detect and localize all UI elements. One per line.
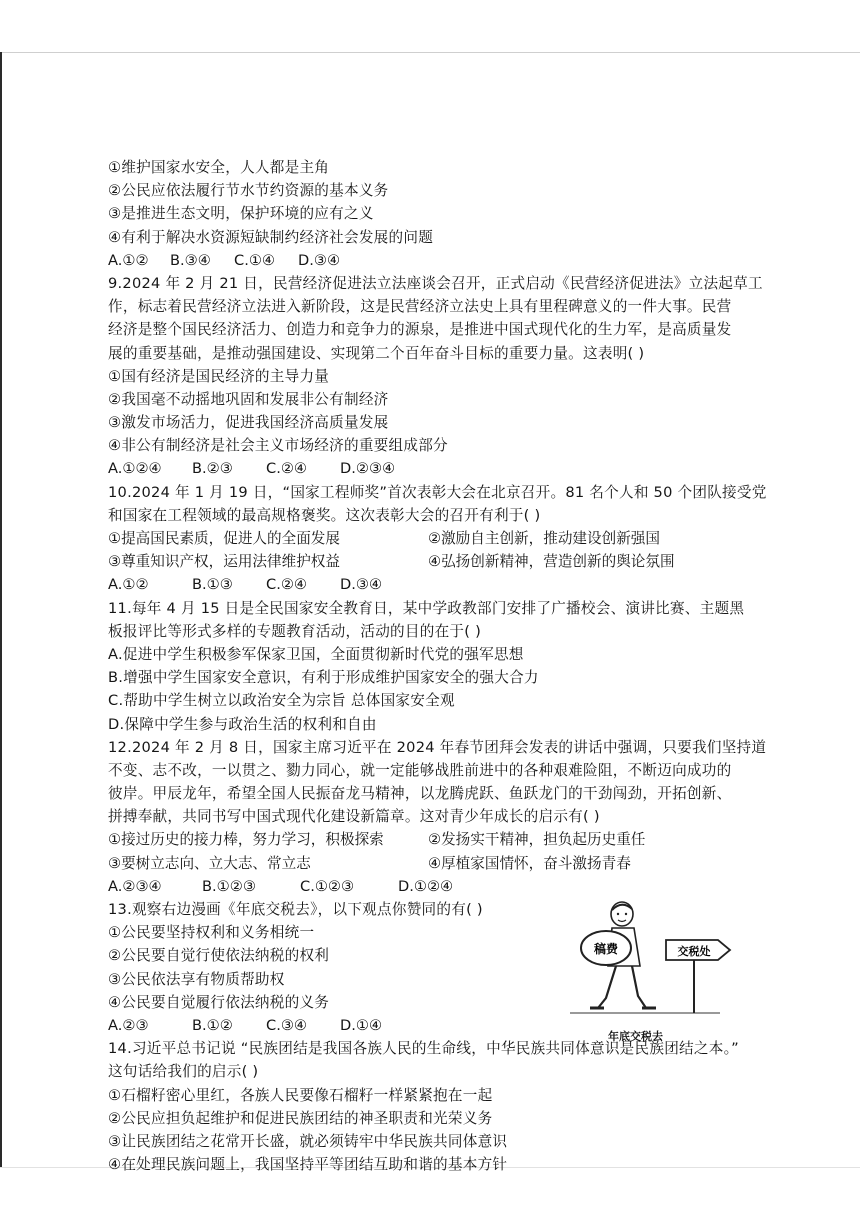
- q10-option-d: D.③④: [340, 576, 383, 594]
- q10-item-4: ④弘扬创新精神，营造创新的舆论氛围: [428, 553, 675, 571]
- q13-option-d: D.①④: [340, 1016, 383, 1034]
- q12-items-row-1: [108, 828, 758, 851]
- q9-item-4: ④非公有制经济是社会主义市场经济的重要组成部分: [108, 437, 448, 455]
- cartoon-caption: 年底交税去: [608, 1030, 663, 1043]
- q11-stem-line-1: 11.每年 4 月 15 日是全民国家安全教育日，某中学政教部门安排了广播校会、演讲比赛、主题黑: [108, 599, 745, 617]
- q11-choice-d: D.保障中学生参与政治生活的权利和自由: [108, 715, 377, 733]
- q9-option-b: B.②③: [192, 460, 233, 478]
- q13-item-1: ①公民要坚持权利和义务相统一: [108, 924, 315, 942]
- q12-stem-line-2: 不变、志不改，一以贯之、勠力同心，就一定能够战胜前进中的各种艰难险阻，不断迈向成功的: [108, 761, 732, 779]
- q10-items-row-2: [108, 550, 758, 573]
- cartoon-person-eye: [617, 913, 619, 915]
- q10-item-2: ②激励自主创新，推动建设创新强国: [428, 530, 660, 547]
- q13-option-c: C.③④: [266, 1016, 307, 1034]
- page-top-edge: [0, 52, 860, 53]
- q12-option-b: B.①②③: [202, 877, 256, 895]
- q8-item-1: ①维护国家水安全，人人都是主角: [108, 159, 330, 176]
- q10-items-row-1: [108, 527, 758, 550]
- question-8-continued: [108, 156, 758, 272]
- q9-item-3: ③激发市场活力，促进我国经济高质量发展: [108, 414, 389, 432]
- q14-item-3: ③让民族团结之花常开长盛，就必须铸牢中华民族共同体意识: [108, 1132, 508, 1150]
- q10-option-a: A.①②: [108, 576, 149, 594]
- question-10: [108, 481, 767, 597]
- q12-options: [108, 875, 758, 898]
- q12-option-d: D.①②④: [398, 877, 454, 895]
- q9-stem-line-1: 9.2024 年 2 月 21 日，民营经济促进法立法座谈会召开，正式启动《民营经济促进法》立法起草工: [108, 274, 763, 292]
- tax-cartoon-illustration: [570, 900, 740, 1020]
- q13-item-4: ④公民要自觉履行依法纳税的义务: [108, 993, 330, 1011]
- q12-item-4: ④厚植家国情怀，奋斗激扬青春: [428, 854, 631, 872]
- q9-stem-line-2: 作，标志着民营经济立法进入新阶段，这是民营经济立法史上具有里程碑意义的一件大事。民营: [108, 298, 732, 316]
- q11-stem-line-2: 板报评比等形式多样的专题教育活动，活动的目的在于( ): [108, 622, 482, 640]
- cartoon-person-eye: [625, 913, 627, 915]
- q8-item-4: ④有利于解决水资源短缺制约经济社会发展的问题: [108, 228, 434, 246]
- q13-item-2: ②公民要自觉行使依法纳税的权利: [108, 947, 330, 965]
- q10-options: [108, 573, 758, 596]
- q14-item-4: ④在处理民族问题上，我国坚持平等团结互助和谐的基本方针: [108, 1156, 508, 1174]
- q8-item-3: ③是推进生态文明，保护环境的应有之义: [108, 205, 374, 223]
- exam-content: [108, 156, 767, 1176]
- q8-options: [108, 249, 758, 272]
- q10-option-c: C.②④: [266, 576, 307, 594]
- question-14: [108, 1037, 758, 1176]
- q10-option-b: B.①③: [192, 576, 233, 594]
- q12-option-a: A.②③④: [108, 877, 162, 895]
- q13-option-a: A.②③: [108, 1016, 149, 1034]
- q12-item-1: ①接过历史的接力棒，努力学习，积极探索: [108, 831, 384, 849]
- q9-option-c: C.②④: [266, 460, 307, 478]
- q14-item-1: ①石榴籽密心里红，各族人民要像石榴籽一样紧紧抱在一起: [108, 1086, 493, 1104]
- q12-stem-line-3: 彼岸。甲辰龙年，希望全国人民振奋龙马精神，以龙腾虎跃、鱼跃龙门的干劲闯劲，开拓创新、: [108, 785, 732, 803]
- q9-option-d: D.②③④: [340, 460, 396, 478]
- q10-item-1: ①提高国民素质，促进人的全面发展: [108, 530, 340, 547]
- question-9: [108, 272, 763, 481]
- q12-option-c: C.①②③: [300, 877, 355, 895]
- q11-choice-c: C.帮助中学生树立以政治安全为宗旨 总体国家安全观: [108, 692, 455, 710]
- q10-item-3: ③尊重知识产权，运用法律维护权益: [108, 553, 340, 571]
- q11-choice-a: A.促进中学生积极参军保家卫国，全面贯彻新时代党的强军思想: [108, 645, 524, 663]
- q12-stem-line-4: 拼搏奉献，共同书写中国式现代化建设新篇章。这对青少年成长的启示有( ): [108, 808, 600, 826]
- q8-option-a: A.①②: [108, 251, 149, 269]
- q8-item-2: ②公民应依法履行节水节约资源的基本义务: [108, 182, 389, 200]
- q8-option-c: C.①④: [234, 251, 275, 269]
- q9-stem-line-4: 展的重要基础，是推动强国建设、实现第二个百年奋斗目标的重要力量。这表明( ): [108, 344, 645, 362]
- q13-item-3: ③公民依法享有物质帮助权: [108, 970, 285, 988]
- question-13: [108, 898, 758, 1043]
- q10-stem-line-2: 和国家在工程领域的最高规格褒奖。这次表彰大会的召开有利于( ): [108, 506, 541, 524]
- q9-option-a: A.①②④: [108, 460, 162, 478]
- q9-stem-line-3: 经济是整个国民经济活力、创造力和竞争力的源泉，是推进中国式现代化的生力军，是高质量发: [108, 321, 732, 339]
- q9-item-2: ②我国毫不动摇地巩固和发展非公有制经济: [108, 390, 389, 408]
- q12-item-2: ②发扬实干精神，担负起历史重任: [428, 831, 646, 849]
- q14-item-2: ②公民应担负起维护和促进民族团结的神圣职责和光荣义务: [108, 1109, 493, 1127]
- question-12: [108, 736, 767, 898]
- page-left-edge: [0, 52, 2, 1167]
- q14-stem-line-2: 这句话给我们的启示( ): [108, 1063, 259, 1081]
- cartoon-bag-label: 稿费: [593, 942, 619, 956]
- cartoon-sign-label: 交税处: [677, 945, 711, 958]
- q8-option-b: B.③④: [170, 251, 211, 269]
- question-11: [108, 597, 758, 736]
- q13-option-b: B.①②: [192, 1016, 233, 1034]
- q13-stem: 13.观察右边漫画《年底交税去》，以下观点你赞同的有( ): [108, 901, 483, 918]
- q9-item-1: ①国有经济是国民经济的主导力量: [108, 367, 330, 385]
- q11-choice-b: B.增强中学生国家安全意识，有利于形成维护国家安全的强大合力: [108, 669, 539, 687]
- q9-options: [108, 457, 758, 480]
- cartoon-person-legs: [598, 966, 646, 1008]
- q8-option-d: D.③④: [298, 251, 341, 269]
- q10-stem-line-1: 10.2024 年 1 月 19 日，“国家工程师奖”首次表彰大会在北京召开。81 名个人和 50 个团队接受党: [108, 483, 767, 501]
- q12-items-row-2: [108, 852, 758, 875]
- q12-stem-line-1: 12.2024 年 2 月 8 日，国家主席习近平在 2024 年春节团拜会发表的讲话中强调，只要我们坚持道: [108, 738, 767, 756]
- q14-stem-line-1: 14.习近平总书记说 “民族团结是我国各族人民的生命线，中华民族共同体意识是民族团结之本。”: [108, 1040, 739, 1058]
- q12-item-3: ③要树立志向、立大志、常立志: [108, 854, 311, 872]
